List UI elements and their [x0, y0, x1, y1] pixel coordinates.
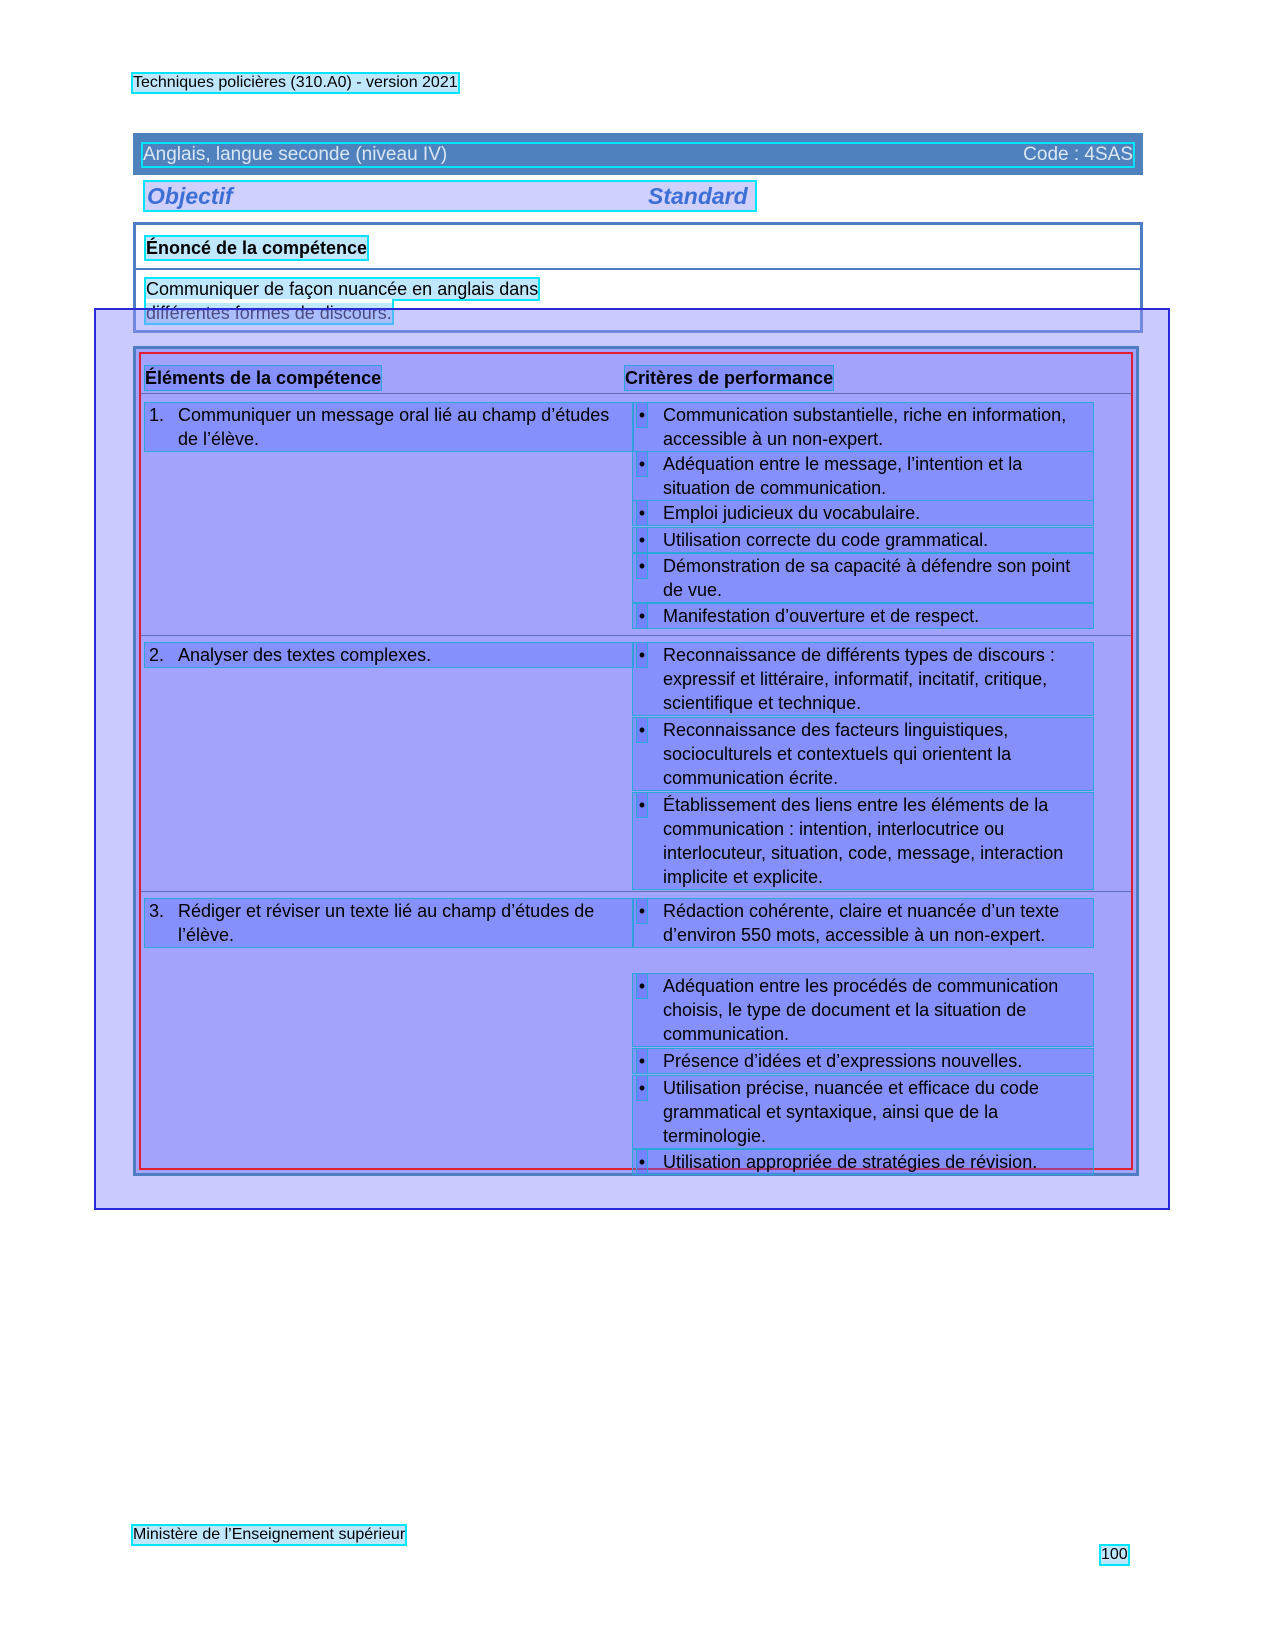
bullet-icon: •: [638, 530, 646, 550]
criterion-1-4: [633, 528, 1093, 552]
bullet-icon: •: [638, 503, 646, 523]
row-divider: [141, 393, 1131, 394]
criterion-1-2: [633, 452, 1093, 500]
criterion-2-3: [633, 793, 1093, 889]
element-number: 1.: [149, 405, 165, 425]
criterion-text: Communication substantielle, riche en information, accessible à un non-expert.: [633, 403, 1093, 451]
bullet-icon: •: [638, 1051, 646, 1071]
document-header: Techniques policières (310.A0) - version 2021: [133, 74, 458, 91]
element-2: [145, 643, 633, 667]
element-number: 2.: [149, 645, 165, 665]
criterion-1-5: [633, 554, 1093, 602]
footer-ministry: Ministère de l’Enseignement supérieur: [133, 1526, 406, 1543]
criterion-text: Établissement des liens entre les éléments de la communication : intention, interlocutrice ou interlocuteur, situation, code, message, interaction implicite et explicite.: [633, 793, 1093, 889]
criterion-text: Rédaction cohérente, claire et nuancée d’un texte d’environ 550 mots, accessible à un non-expert.: [633, 899, 1093, 947]
bullet-icon: •: [638, 1078, 646, 1098]
competence-table: [133, 346, 1139, 1176]
bullet-icon: •: [638, 454, 646, 474]
bullet-icon: •: [638, 645, 646, 665]
course-title-bar: [133, 133, 1143, 175]
competence-statement-heading: Énoncé de la compétence: [146, 238, 368, 258]
element-3: [145, 899, 633, 947]
bullet-icon: •: [638, 795, 646, 815]
table-selection-border: [139, 352, 1133, 1170]
criterion-3-4: [633, 1076, 1093, 1148]
competence-statement-body: Communiquer de façon nuancée en anglais dans: [146, 279, 538, 323]
criterion-text: Utilisation correcte du code grammatical.: [633, 528, 1093, 552]
criterion-1-1: [633, 403, 1093, 451]
criterion-1-6: [633, 604, 1093, 628]
course-title: Anglais, langue seconde (niveau IV): [143, 144, 448, 165]
bullet-icon: •: [638, 976, 646, 996]
bullet-icon: •: [638, 720, 646, 740]
criterion-text: Emploi judicieux du vocabulaire.: [633, 501, 1093, 525]
criterion-3-5: [633, 1150, 1093, 1174]
criterion-text: Manifestation d’ouverture et de respect.: [633, 604, 1093, 628]
objective-standard-row: [145, 182, 755, 210]
criterion-2-1: [633, 643, 1093, 715]
divider: [136, 268, 1140, 270]
criterion-3-1: [633, 899, 1093, 947]
row-divider: [141, 635, 1131, 636]
header-criteres: Critères de performance: [625, 368, 834, 388]
element-text: Communiquer un message oral lié au champ d’études de l’élève.: [145, 403, 633, 451]
element-number: 3.: [149, 901, 165, 921]
criterion-1-3: [633, 501, 1093, 525]
header-elements: Éléments de la compétence: [145, 368, 382, 388]
course-code: Code : 4SAS: [1023, 144, 1133, 165]
criterion-text: Présence d’idées et d’expressions nouvelles.: [633, 1049, 1093, 1073]
element-1: [145, 403, 633, 451]
row-divider: [141, 891, 1131, 892]
bullet-icon: •: [638, 556, 646, 576]
bullet-icon: •: [638, 606, 646, 626]
page-number: 100: [1101, 1546, 1128, 1563]
element-text: Analyser des textes complexes.: [145, 643, 633, 667]
criterion-text: Reconnaissance des facteurs linguistiques, socioculturels et contextuels qui orientent la communication écrite.: [633, 718, 1093, 790]
criterion-3-2: [633, 974, 1093, 1046]
criterion-text: Adéquation entre le message, l’intention et la situation de communication.: [633, 452, 1093, 500]
bullet-icon: •: [638, 405, 646, 425]
bullet-icon: •: [638, 901, 646, 921]
criterion-text: Reconnaissance de différents types de discours : expressif et littéraire, informatif, incitatif, critique, scientifique et technique.: [633, 643, 1093, 715]
standard-label: Standard: [648, 183, 748, 209]
element-text: Rédiger et réviser un texte lié au champ d’études de l’élève.: [145, 899, 633, 947]
objectif-label: Objectif: [147, 183, 233, 209]
criterion-text: Démonstration de sa capacité à défendre son point de vue.: [633, 554, 1093, 602]
criterion-3-3: [633, 1049, 1093, 1073]
criterion-text: Utilisation précise, nuancée et efficace du code grammatical et syntaxique, ainsi que de la terminologie.: [633, 1076, 1093, 1148]
bullet-icon: •: [638, 1152, 646, 1172]
criterion-2-2: [633, 718, 1093, 790]
criterion-text: Utilisation appropriée de stratégies de révision.: [633, 1150, 1093, 1174]
criterion-text: Adéquation entre les procédés de communication choisis, le type de document et la situation de communication.: [633, 974, 1093, 1046]
